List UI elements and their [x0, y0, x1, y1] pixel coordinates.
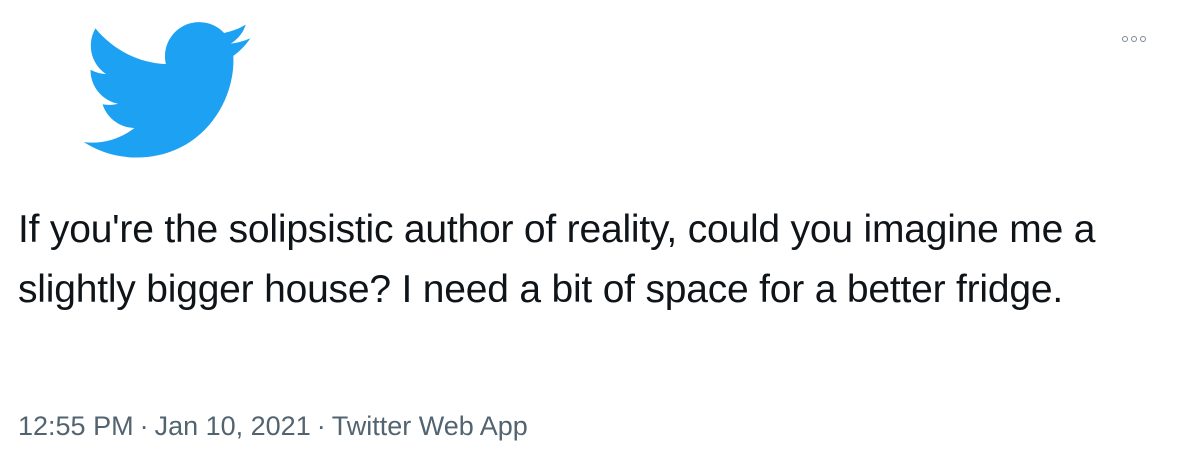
more-options-button[interactable]	[1114, 28, 1154, 50]
meta-separator: ·	[316, 411, 326, 441]
more-options-icon	[1140, 36, 1146, 42]
meta-separator: ·	[139, 411, 149, 441]
more-options-icon	[1131, 36, 1137, 42]
tweet-metadata	[18, 408, 528, 444]
twitter-bird-icon	[58, 2, 272, 178]
tweet-time[interactable]: 12:55 PM	[18, 411, 134, 441]
tweet-text: If you're the solipsistic author of reality, could you imagine me a slightly bigger house? I need a bit of space for a better fridge.	[18, 208, 1096, 311]
more-options-icon	[1122, 36, 1128, 42]
tweet-date[interactable]: Jan 10, 2021	[154, 411, 311, 441]
tweet-source-link[interactable]: Twitter Web App	[331, 411, 528, 441]
